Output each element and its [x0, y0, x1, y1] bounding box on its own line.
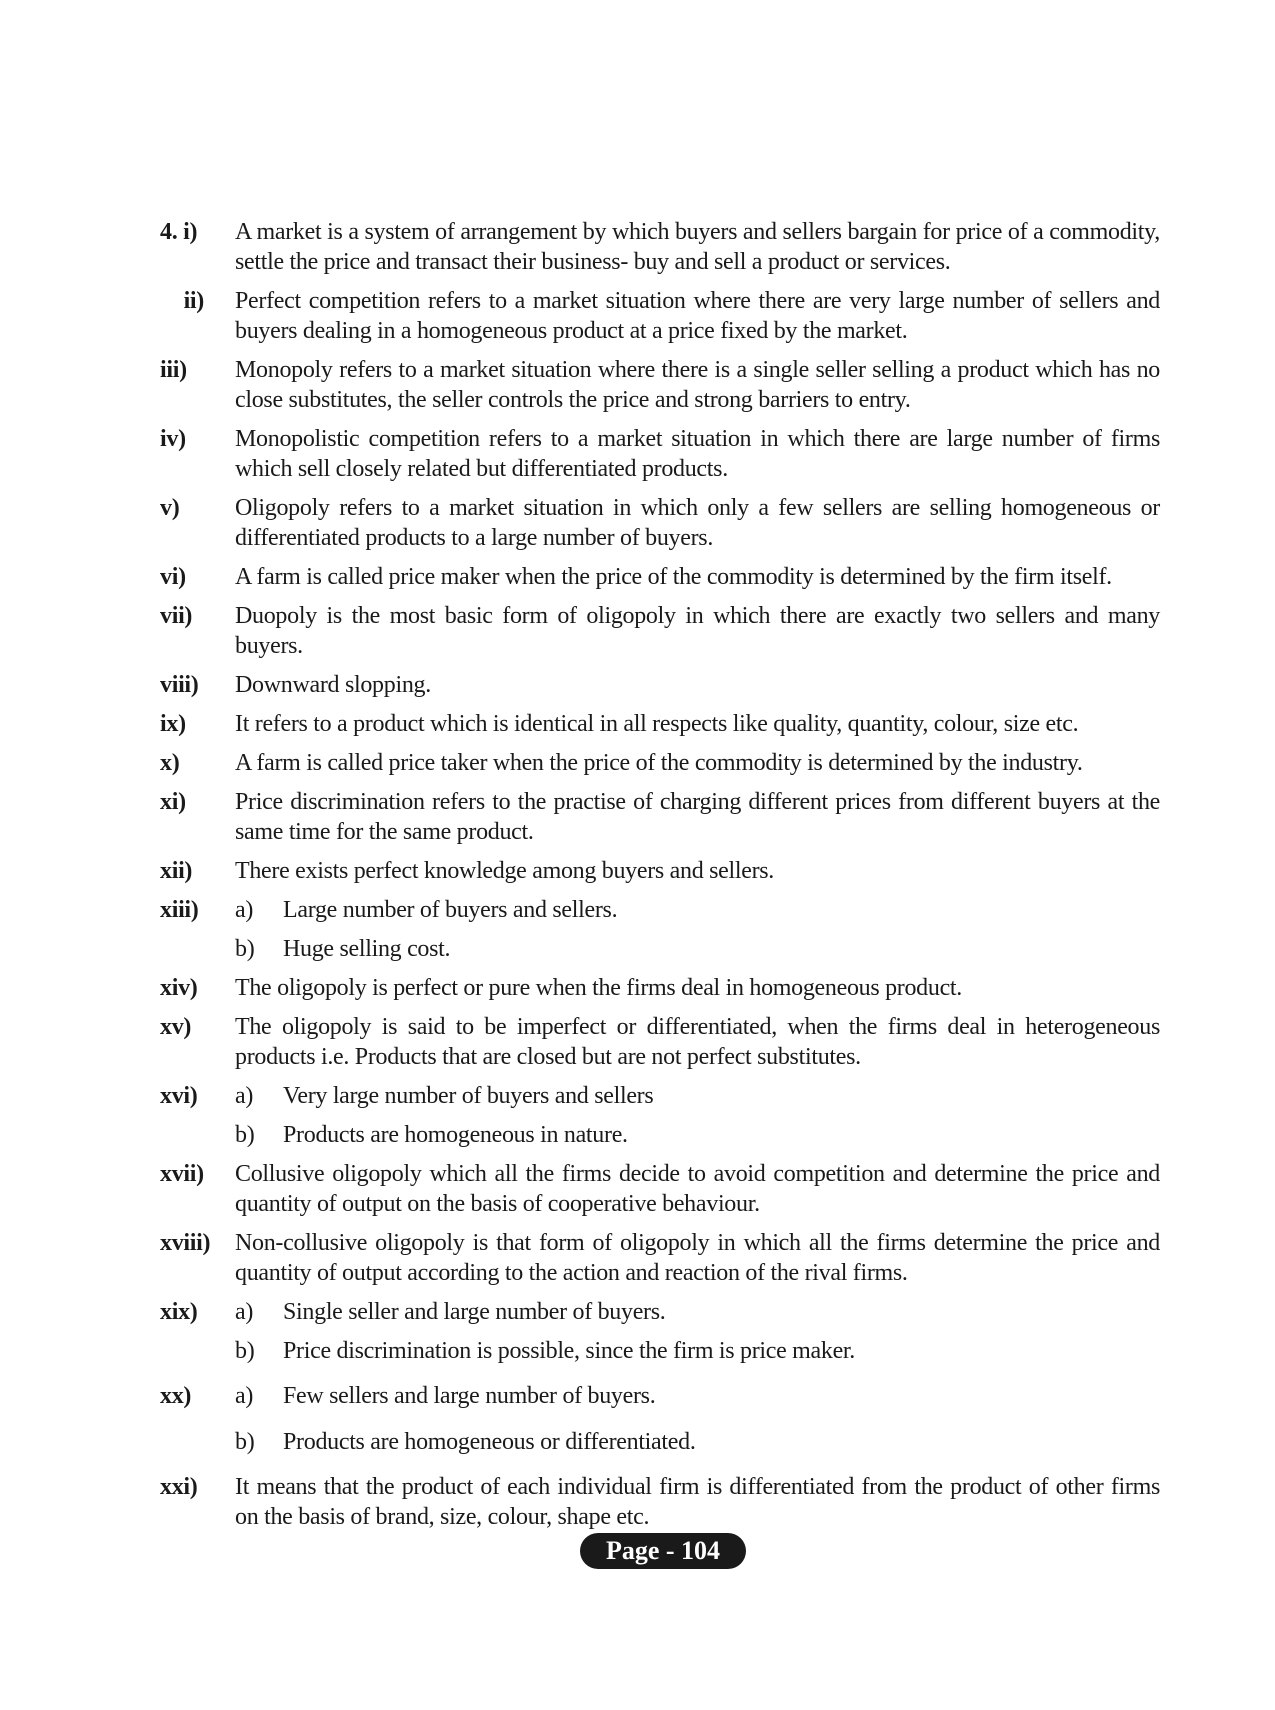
sub-item	[235, 1381, 1160, 1411]
sub-item-text: Products are homogeneous in nature.	[283, 1122, 628, 1148]
answer-item-xxi	[160, 1472, 1160, 1532]
item-text: The oligopoly is perfect or pure when the firms deal in homogeneous product.	[235, 975, 963, 1001]
item-text: The oligopoly is said to be imperfect or differentiated, when the firms deal in heterogeneous products i.e. Products that are closed but are not perfect substitutes.	[235, 1014, 1160, 1070]
item-text: Perfect competition refers to a market situation where there are very large number of sellers and buyers dealing in a homogeneous product at a price fixed by the market.	[235, 288, 1160, 344]
item-number: xi)	[160, 789, 186, 815]
answer-item-ix	[160, 709, 1160, 739]
sub-item-text: Huge selling cost.	[283, 936, 451, 962]
item-text: A farm is called price taker when the price of the commodity is determined by the industry.	[235, 750, 1083, 776]
answer-item-xvii	[160, 1159, 1160, 1219]
answer-item-iii	[160, 355, 1160, 415]
sub-item-label: b)	[235, 1122, 255, 1148]
sub-item-text: Few sellers and large number of buyers.	[283, 1383, 656, 1409]
item-text: Duopoly is the most basic form of oligopoly in which there are exactly two sellers and many buyers.	[235, 603, 1160, 659]
sub-item-text: Single seller and large number of buyers.	[283, 1299, 666, 1325]
item-text: There exists perfect knowledge among buyers and sellers.	[235, 858, 775, 884]
answer-item-xii	[160, 856, 1160, 886]
answer-item-vii	[160, 601, 1160, 661]
item-text: Non-collusive oligopoly is that form of oligopoly in which all the firms determine the price and quantity of output according to the action and reaction of the rival firms.	[235, 1230, 1160, 1286]
item-text: Monopolistic competition refers to a market situation in which there are large number of firms which sell closely related but differentiated products.	[235, 426, 1160, 482]
item-number: xx)	[160, 1383, 192, 1409]
answer-item-xviii	[160, 1228, 1160, 1288]
sub-item-label: a)	[235, 1383, 254, 1409]
item-number: iv)	[160, 426, 186, 452]
item-number: ii)	[183, 288, 204, 314]
item-number: xv)	[160, 1014, 192, 1040]
answer-item-vi	[160, 562, 1160, 592]
sub-item	[235, 1081, 1160, 1111]
item-text: A farm is called price maker when the price of the commodity is determined by the firm itself.	[235, 564, 1112, 590]
item-number: v)	[160, 495, 180, 521]
sub-item	[235, 1120, 1160, 1150]
item-number: vii)	[160, 603, 193, 629]
sub-item	[235, 1427, 1160, 1457]
item-number: xviii)	[160, 1230, 211, 1256]
answer-item-x	[160, 748, 1160, 778]
item-number: xiii)	[160, 897, 199, 923]
answer-item-iv	[160, 424, 1160, 484]
sub-item	[235, 1297, 1160, 1327]
item-text: Price discrimination refers to the practise of charging different prices from different buyers at the same time for the same product.	[235, 789, 1160, 845]
answer-item-viii	[160, 670, 1160, 700]
sub-item-text: Products are homogeneous or differentiated.	[283, 1429, 696, 1455]
item-text: It refers to a product which is identical in all respects like quality, quantity, colour, size etc.	[235, 711, 1079, 737]
sub-item-text: Price discrimination is possible, since the firm is price maker.	[283, 1338, 855, 1364]
sub-item-text: Very large number of buyers and sellers	[283, 1083, 654, 1109]
item-number: 4. i)	[160, 219, 198, 245]
answer-item-xiii	[160, 895, 1160, 964]
item-number: x)	[160, 750, 180, 776]
item-number: iii)	[160, 357, 187, 383]
item-text: Downward slopping.	[235, 672, 431, 698]
item-text: Monopoly refers to a market situation where there is a single seller selling a product which has no close substitutes, the seller controls the price and strong barriers to entry.	[235, 357, 1160, 413]
item-number: xvii)	[160, 1161, 204, 1187]
answer-item-xvi	[160, 1081, 1160, 1150]
answer-item-i	[160, 217, 1160, 277]
item-number: xxi)	[160, 1474, 198, 1500]
item-number: vi)	[160, 564, 186, 590]
answer-item-v	[160, 493, 1160, 553]
item-number: viii)	[160, 672, 199, 698]
item-number: ix)	[160, 711, 186, 737]
sub-item-label: a)	[235, 897, 254, 923]
answer-item-xv	[160, 1012, 1160, 1072]
answer-item-xiv	[160, 973, 1160, 1003]
item-number: xiv)	[160, 975, 198, 1001]
item-number: xvi)	[160, 1083, 198, 1109]
item-text: It means that the product of each individual firm is differentiated from the product of other firms on the basis of brand, size, colour, shape etc.	[235, 1474, 1160, 1530]
sub-item-label: b)	[235, 1429, 255, 1455]
page-number-badge: Page - 104	[580, 1533, 746, 1569]
sub-item	[235, 895, 1160, 925]
answer-item-xix	[160, 1297, 1160, 1366]
answer-list	[160, 217, 1160, 1541]
sub-item-label: b)	[235, 936, 255, 962]
sub-item-label: b)	[235, 1338, 255, 1364]
item-number: xix)	[160, 1299, 198, 1325]
item-text: Oligopoly refers to a market situation in which only a few sellers are selling homogeneous or differentiated products to a large number of buyers.	[235, 495, 1160, 551]
sub-item	[235, 1336, 1160, 1366]
sub-item-label: a)	[235, 1299, 254, 1325]
sub-item	[235, 934, 1160, 964]
sub-item-text: Large number of buyers and sellers.	[283, 897, 618, 923]
item-text: Collusive oligopoly which all the firms decide to avoid competition and determine the price and quantity of output on the basis of cooperative behaviour.	[235, 1161, 1160, 1217]
item-text: A market is a system of arrangement by which buyers and sellers bargain for price of a commodity, settle the price and transact their business- buy and sell a product or services.	[235, 219, 1160, 275]
item-number: xii)	[160, 858, 193, 884]
sub-item-label: a)	[235, 1083, 254, 1109]
answer-item-xi	[160, 787, 1160, 847]
answer-item-xx	[160, 1381, 1160, 1457]
answer-item-ii	[160, 286, 1160, 346]
